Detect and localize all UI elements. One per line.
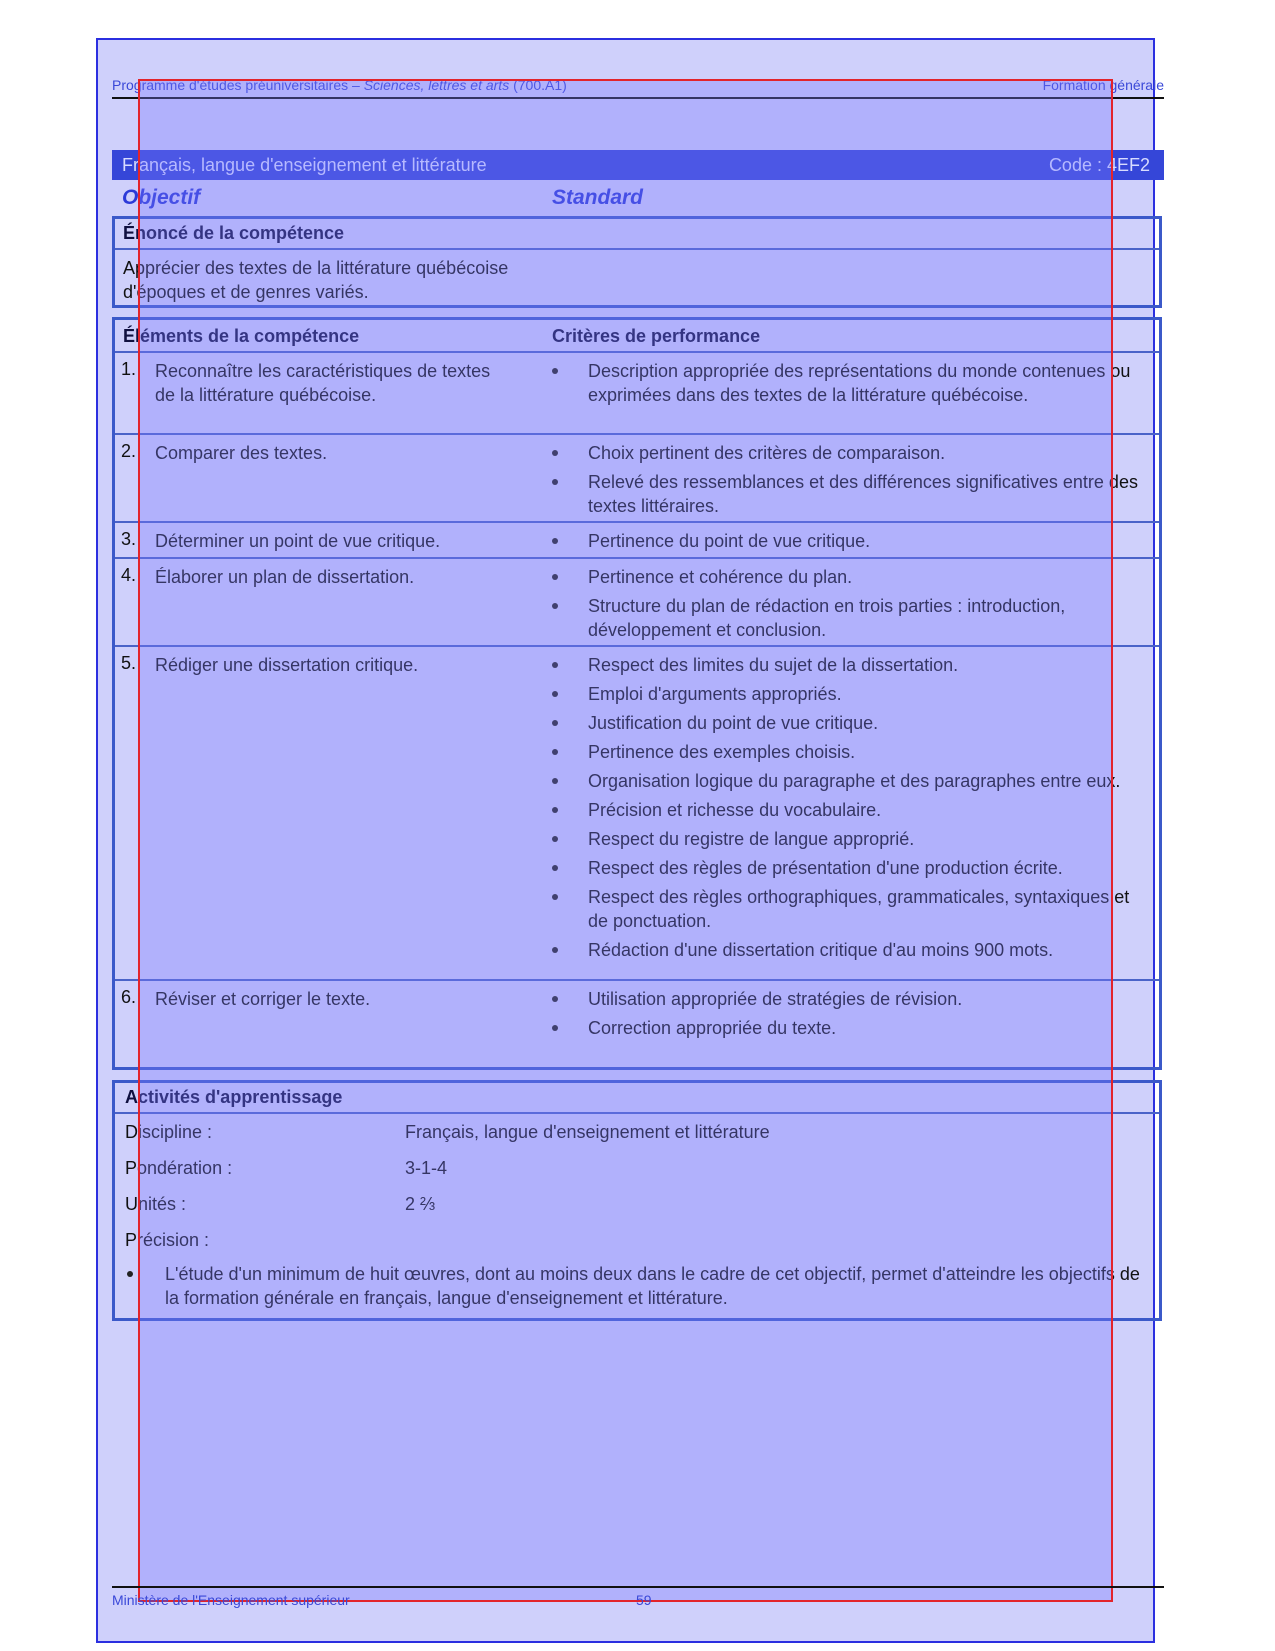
criterion-item	[552, 711, 1142, 735]
table-row	[115, 647, 1159, 981]
criterion-text: Correction appropriée du texte.	[588, 1018, 837, 1038]
criterion-text: Emploi d'arguments appropriés.	[588, 684, 842, 704]
element-text: Rédiger une dissertation critique.	[155, 655, 419, 675]
elements-table-header	[115, 320, 1159, 353]
bullet-icon	[552, 720, 558, 726]
criteria-list	[552, 529, 1142, 558]
bullet-icon	[552, 836, 558, 842]
criterion-text: Organisation logique du paragraphe et des paragraphes entre eux.	[588, 771, 1121, 791]
enonce-title: Énoncé de la compétence	[115, 219, 1159, 250]
table-row	[115, 981, 1159, 1047]
precision-text: L'étude d'un minimum de huit œuvres, dont au moins deux dans le cadre de cet objectif, permet d'atteindre les objectifs de la formation générale en français, langue d'enseignement et littérature.	[165, 1264, 1140, 1308]
elements-table	[112, 317, 1162, 1070]
criterion-item	[552, 441, 1142, 465]
criterion-item	[552, 565, 1142, 589]
element-number: 6.	[121, 987, 137, 1007]
table-row	[115, 353, 1159, 435]
bullet-icon	[552, 778, 558, 784]
element-text: Reconnaître les caractéristiques de textes de la littérature québécoise.	[155, 361, 491, 405]
criterion-text: Justification du point de vue critique.	[588, 713, 879, 733]
criterion-item	[552, 594, 1142, 642]
criterion-item	[552, 359, 1142, 407]
bullet-icon	[552, 574, 558, 580]
element-text: Déterminer un point de vue critique.	[155, 531, 441, 551]
bullet-icon	[552, 807, 558, 813]
element-text: Élaborer un plan de dissertation.	[155, 567, 415, 587]
discipline-label: Discipline :	[125, 1122, 213, 1142]
criterion-text: Pertinence des exemples choisis.	[588, 742, 856, 762]
page-footer	[112, 1586, 1164, 1610]
element-number: 4.	[121, 565, 137, 585]
criterion-text: Respect du registre de langue approprié.	[588, 829, 915, 849]
criterion-item	[552, 653, 1142, 677]
discipline-value: Français, langue d'enseignement et littérature	[405, 1122, 770, 1142]
criterion-text: Rédaction d'une dissertation critique d'au moins 900 mots.	[588, 940, 1054, 960]
page-number: 59	[636, 1592, 652, 1608]
objective-heading-row	[112, 186, 1164, 214]
element-number: 3.	[121, 529, 137, 549]
criterion-text: Description appropriée des représentations du monde contenues ou exprimées dans des textes de la littérature québécoise.	[588, 361, 1131, 405]
standard-heading: Standard	[552, 186, 644, 209]
criterion-text: Relevé des ressemblances et des différences significatives entre des textes littéraires.	[588, 472, 1138, 516]
bullet-icon	[552, 865, 558, 871]
element-text: Réviser et corriger le texte.	[155, 989, 371, 1009]
header-program: Programme d'études préuniversitaires – Sciences, lettres et arts (700.A1)	[112, 77, 567, 93]
criterion-item	[552, 1016, 1142, 1040]
criterion-item	[552, 827, 1142, 851]
criterion-item	[552, 740, 1142, 764]
precision-label: Précision :	[125, 1230, 210, 1250]
bullet-icon	[552, 450, 558, 456]
bullet-icon	[552, 479, 558, 485]
criterion-item	[552, 938, 1142, 962]
criteria-list	[552, 359, 1142, 412]
enonce-box	[112, 216, 1162, 308]
bullet-icon	[552, 538, 558, 544]
criterion-item	[552, 470, 1142, 518]
bullet-icon	[552, 996, 558, 1002]
criterion-item	[552, 529, 1142, 553]
header-section: Formation générale	[1042, 77, 1164, 93]
element-number: 5.	[121, 653, 137, 673]
col-criteres: Critères de performance	[552, 326, 761, 346]
discipline-row	[115, 1114, 1159, 1150]
criterion-text: Respect des règles orthographiques, grammaticales, syntaxiques et de ponctuation.	[588, 887, 1130, 931]
bullet-icon	[552, 947, 558, 953]
criterion-text: Pertinence et cohérence du plan.	[588, 567, 853, 587]
bullet-icon	[552, 662, 558, 668]
bullet-icon	[552, 603, 558, 609]
criterion-text: Choix pertinent des critères de comparaison.	[588, 443, 946, 463]
ponderation-row	[115, 1150, 1159, 1186]
ponderation-label: Pondération :	[125, 1158, 233, 1178]
criterion-item	[552, 769, 1142, 793]
precision-item	[115, 1262, 1159, 1310]
table-row	[115, 559, 1159, 647]
col-elements: Éléments de la compétence	[123, 326, 360, 346]
criterion-item	[552, 856, 1142, 880]
unites-row	[115, 1186, 1159, 1222]
ponderation-value: 3-1-4	[405, 1158, 448, 1178]
bullet-icon	[552, 894, 558, 900]
criterion-text: Respect des limites du sujet de la dissertation.	[588, 655, 959, 675]
criteria-list	[552, 987, 1142, 1045]
course-title: Français, langue d'enseignement et littérature	[122, 155, 487, 175]
bullet-icon	[552, 749, 558, 755]
element-text: Comparer des textes.	[155, 443, 328, 463]
enonce-text: Apprécier des textes de la littérature québécoise d'époques et de genres variés.	[123, 258, 509, 302]
criterion-text: Utilisation appropriée de stratégies de révision.	[588, 989, 963, 1009]
page-header	[112, 77, 1164, 99]
bullet-icon	[552, 691, 558, 697]
table-row	[115, 523, 1159, 559]
criterion-item	[552, 987, 1142, 1011]
course-code: Code : 4EF2	[1048, 155, 1150, 175]
table-row	[115, 435, 1159, 523]
objectif-heading: Objectif	[122, 186, 201, 209]
unites-label: Unités :	[125, 1194, 187, 1214]
footer-ministry: Ministère de l'Enseignement supérieur	[112, 1592, 350, 1608]
element-number: 1.	[121, 359, 137, 379]
criterion-text: Précision et richesse du vocabulaire.	[588, 800, 882, 820]
unites-value: 2 ⅔	[405, 1194, 436, 1214]
activities-box	[112, 1080, 1162, 1321]
criterion-item	[552, 798, 1142, 822]
element-number: 2.	[121, 441, 137, 461]
criterion-text: Pertinence du point de vue critique.	[588, 531, 871, 551]
bullet-icon	[552, 1025, 558, 1031]
criterion-item	[552, 682, 1142, 706]
criteria-list	[552, 441, 1142, 523]
criteria-list	[552, 653, 1142, 967]
bullet-icon	[127, 1271, 133, 1277]
criteria-list	[552, 565, 1142, 647]
criterion-text: Respect des règles de présentation d'une production écrite.	[588, 858, 1063, 878]
precision-row	[115, 1222, 1159, 1258]
criterion-item	[552, 885, 1142, 933]
criterion-text: Structure du plan de rédaction en trois parties : introduction, développement et conclusion.	[588, 596, 1066, 640]
bullet-icon	[552, 368, 558, 374]
activities-title: Activités d'apprentissage	[115, 1083, 1159, 1114]
course-banner	[112, 150, 1164, 180]
